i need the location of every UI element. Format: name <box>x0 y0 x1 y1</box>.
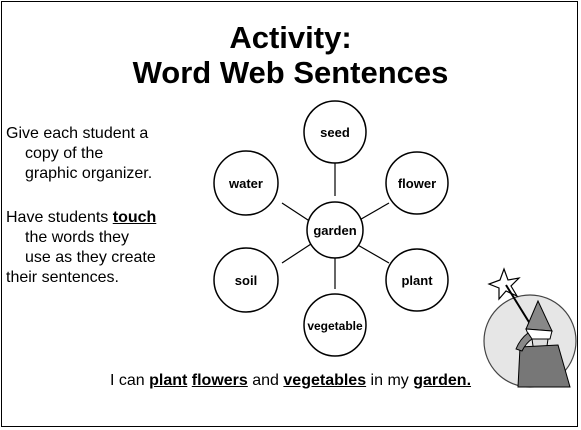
instruction-line: use as they create <box>25 249 156 266</box>
sentence-text: and <box>247 372 284 389</box>
instruction-text: Have students <box>6 209 113 226</box>
web-connector <box>282 203 311 222</box>
sentence-text: in my <box>366 372 414 389</box>
instruction-line: the words they <box>25 229 130 246</box>
node-word: soil <box>234 273 258 288</box>
node-word: seed <box>320 125 350 140</box>
sentence-keyword: garden. <box>413 372 472 389</box>
title-line-1: Activity: <box>229 20 352 55</box>
example-sentence <box>0 372 581 390</box>
web-connector <box>282 244 311 263</box>
instruction-line: their sentences. <box>6 269 119 286</box>
sentence-keyword: plant <box>149 372 188 389</box>
emphasis-touch: touch <box>112 209 157 226</box>
sentence-keyword: flowers <box>191 372 248 389</box>
sentence-text: I can <box>109 372 150 389</box>
center-word: garden <box>313 223 357 238</box>
node-word: plant <box>401 273 433 288</box>
title-line-2: Word Web Sentences <box>132 55 449 90</box>
sentence-keyword: vegetables <box>283 372 367 389</box>
instruction-line: Give each student a <box>6 125 149 142</box>
node-word: flower <box>397 176 437 191</box>
web-connector <box>356 244 389 263</box>
instruction-line: copy of the <box>25 145 104 162</box>
node-word: vegetable <box>307 319 363 333</box>
instruction-line: graphic organizer. <box>25 165 153 182</box>
node-word: water <box>229 176 263 191</box>
